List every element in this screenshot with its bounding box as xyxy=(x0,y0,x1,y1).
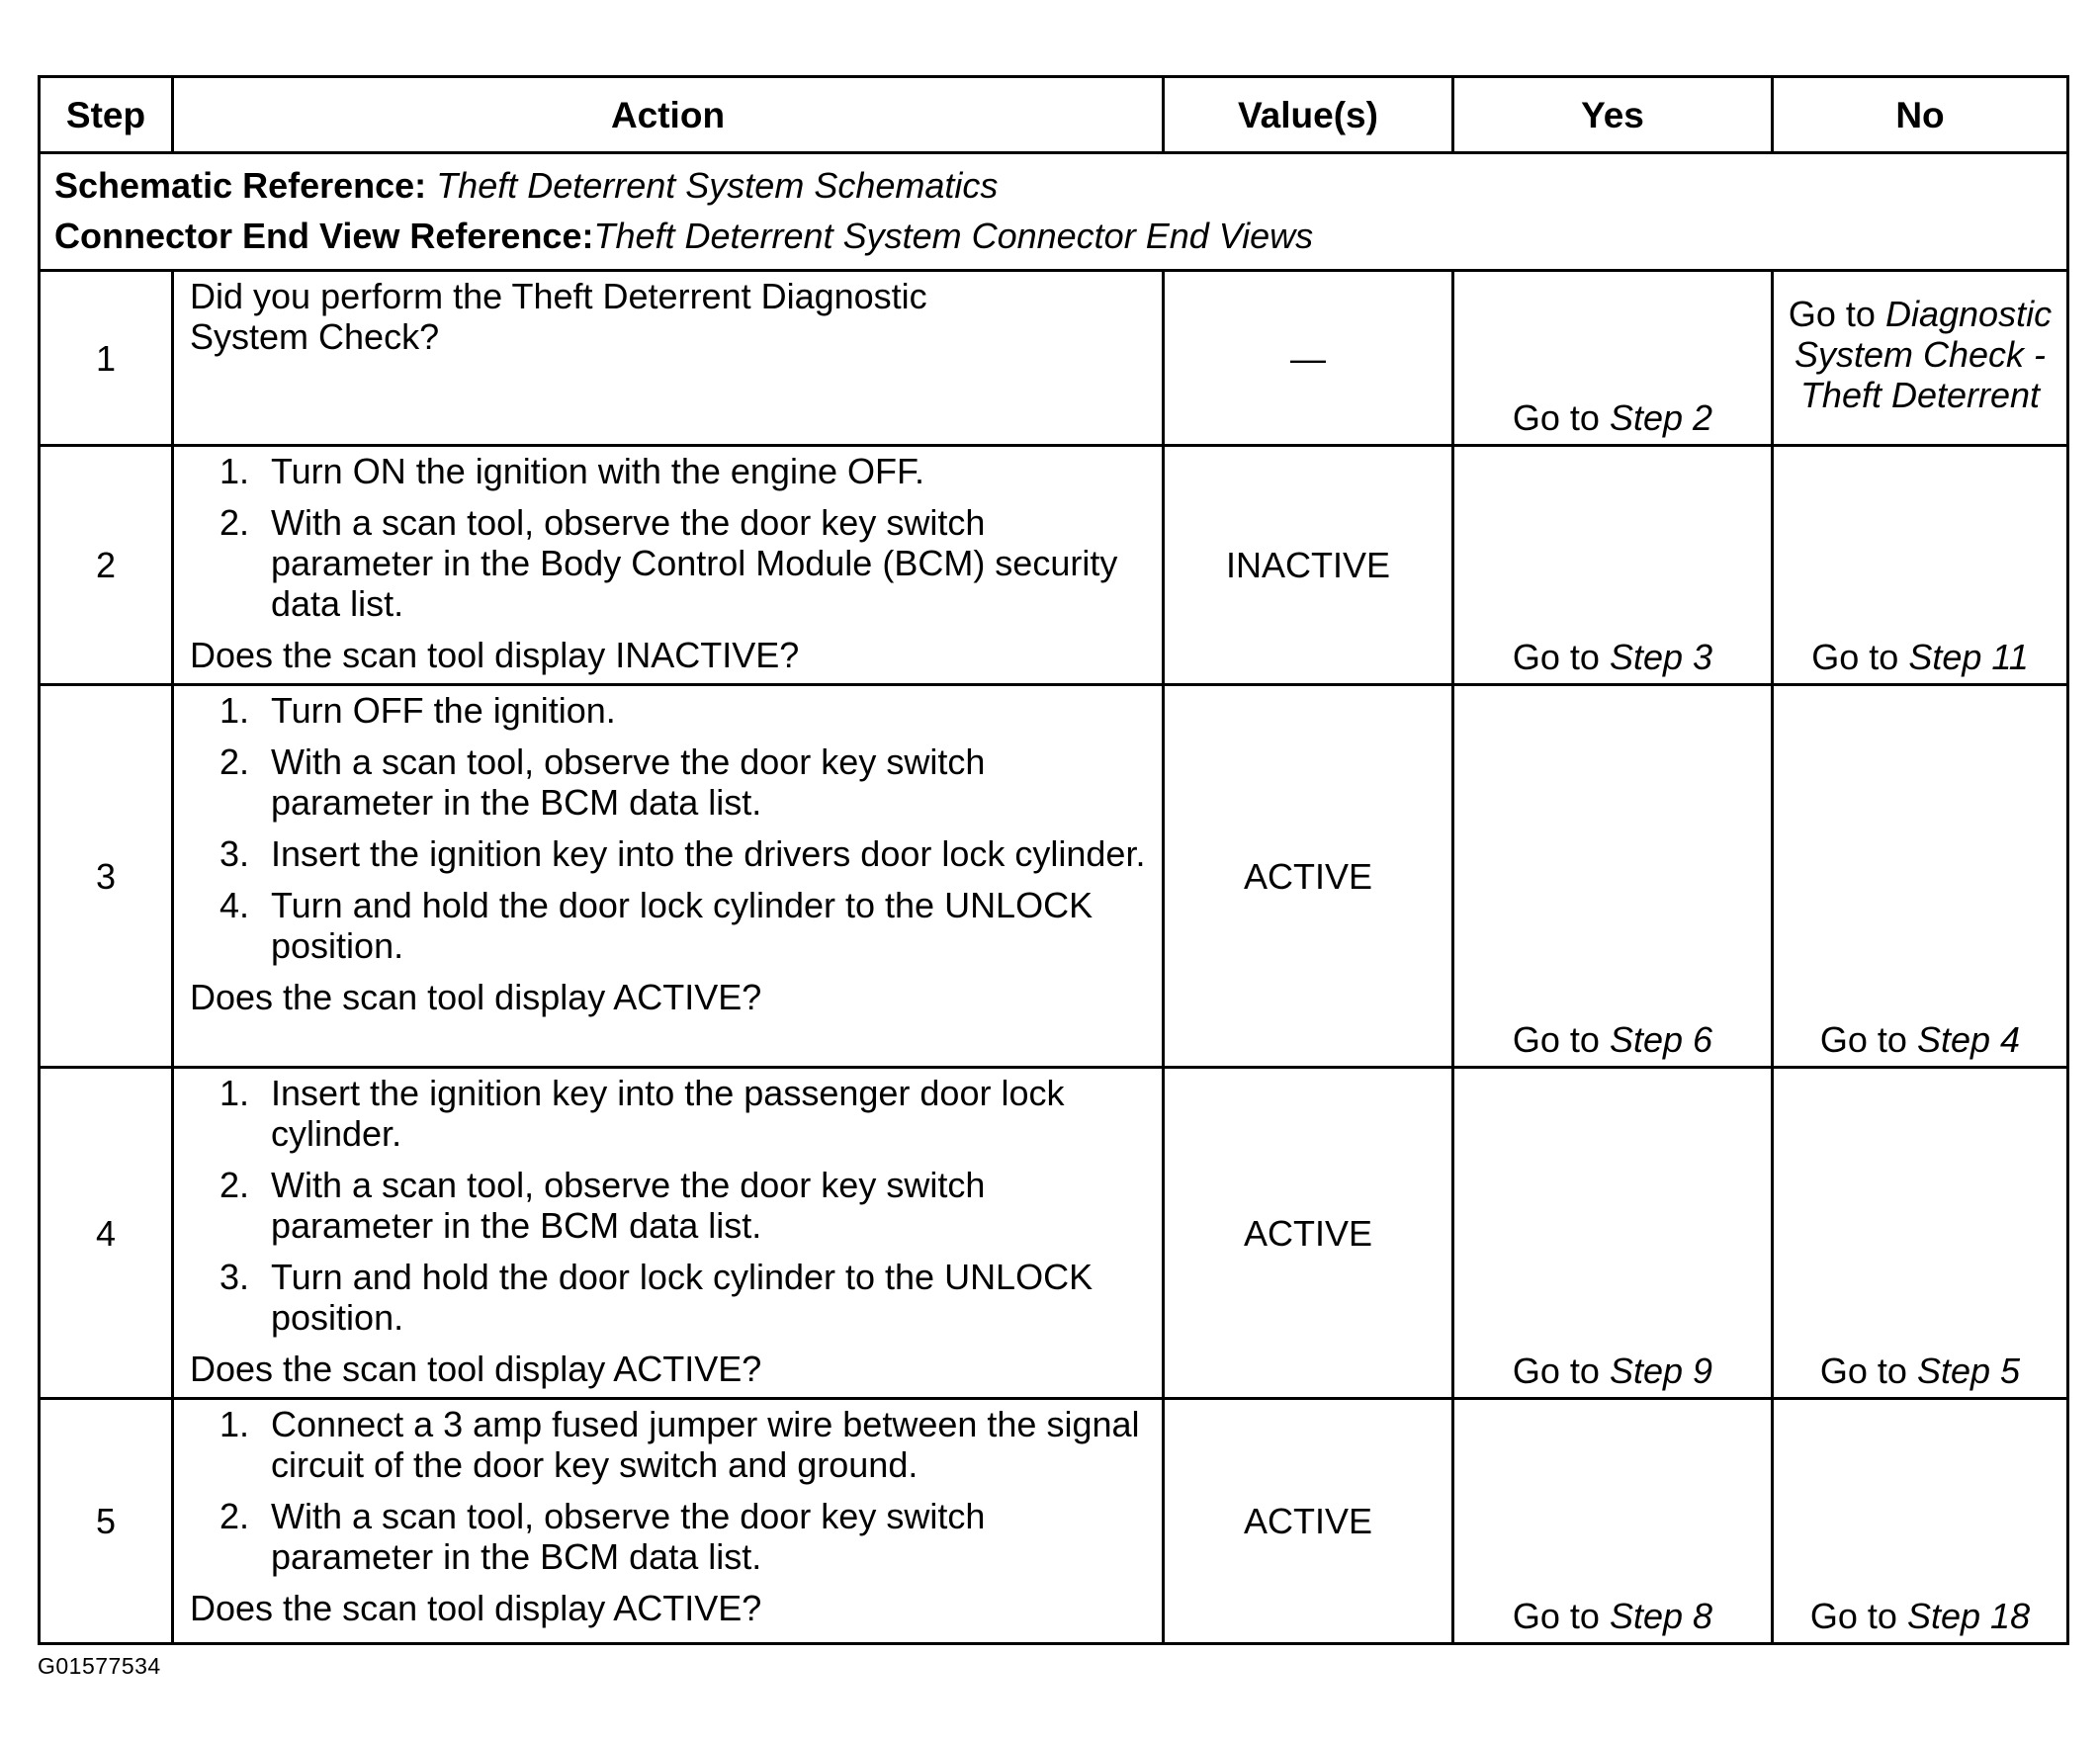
table-row xyxy=(40,1399,2068,1644)
table-row xyxy=(40,271,2068,446)
action-cell xyxy=(173,1399,1164,1644)
no-goto-target[interactable]: Step 5 xyxy=(1916,1351,2021,1391)
action-cell xyxy=(173,446,1164,685)
yes-goto-target[interactable]: Step 9 xyxy=(1609,1351,1713,1391)
action-step-text: Insert the ignition key into the passenger door lock cylinder. xyxy=(271,1073,1065,1154)
action-step-number: 2. xyxy=(219,741,250,782)
connector-reference-value: Theft Deterrent System Connector End Views xyxy=(593,216,1314,256)
action-step-item xyxy=(190,1073,1152,1154)
header-yes: Yes xyxy=(1453,77,1773,153)
no-goto-target[interactable]: Diagnostic System Check - Theft Deterrent xyxy=(1794,294,2053,415)
no-cell xyxy=(1773,685,2068,1068)
reference-cell xyxy=(40,153,2068,271)
action-step-item xyxy=(190,1404,1152,1485)
action-step-text: Turn and hold the door lock cylinder to the UNLOCK position. xyxy=(271,1257,1094,1338)
yes-goto-target[interactable]: Step 3 xyxy=(1609,637,1713,677)
yes-goto-prefix: Go to xyxy=(1512,1019,1600,1060)
no-cell xyxy=(1773,1399,2068,1644)
action-step-item xyxy=(190,833,1152,874)
action-step-text: With a scan tool, observe the door key switch parameter in the Body Control Module (BCM) security data list. xyxy=(271,502,1118,624)
step-number: 4 xyxy=(40,1068,173,1399)
action-step-number: 2. xyxy=(219,502,250,543)
value-cell: INACTIVE xyxy=(1164,446,1453,685)
action-step-text: With a scan tool, observe the door key switch parameter in the BCM data list. xyxy=(271,1496,986,1577)
value-cell: ACTIVE xyxy=(1164,1399,1453,1644)
yes-goto-prefix: Go to xyxy=(1512,397,1600,438)
yes-cell xyxy=(1453,1068,1773,1399)
yes-goto-target[interactable]: Step 2 xyxy=(1609,397,1713,438)
no-goto-prefix: Go to xyxy=(1819,1351,1907,1391)
no-goto-target[interactable]: Step 4 xyxy=(1916,1019,2021,1060)
action-step-item xyxy=(190,1257,1152,1338)
no-goto-prefix: Go to xyxy=(1811,637,1899,677)
header-action: Action xyxy=(173,77,1164,153)
connector-reference-label: Connector End View Reference: xyxy=(54,216,594,256)
action-step-item xyxy=(190,502,1152,624)
yes-cell xyxy=(1453,1399,1773,1644)
step-number: 1 xyxy=(40,271,173,446)
action-question: Does the scan tool display ACTIVE? xyxy=(190,1349,762,1389)
action-step-text: Turn ON the ignition with the engine OFF. xyxy=(271,451,924,491)
action-step-text: Insert the ignition key into the drivers door lock cylinder. xyxy=(271,833,1146,874)
yes-goto-prefix: Go to xyxy=(1512,1351,1600,1391)
action-intro: Did you perform the Theft Deterrent Diagnostic System Check? xyxy=(190,276,927,357)
action-step-number: 1. xyxy=(219,1073,250,1113)
no-cell xyxy=(1773,446,2068,685)
yes-goto-prefix: Go to xyxy=(1512,1596,1600,1636)
yes-cell xyxy=(1453,446,1773,685)
table-row xyxy=(40,446,2068,685)
action-step-number: 1. xyxy=(219,690,250,731)
value-cell: — xyxy=(1164,271,1453,446)
header-no: No xyxy=(1773,77,2068,153)
action-step-number: 1. xyxy=(219,451,250,491)
table-row xyxy=(40,1068,2068,1399)
action-steps-list xyxy=(190,690,1152,966)
yes-goto-target[interactable]: Step 6 xyxy=(1609,1019,1713,1060)
action-steps-list xyxy=(190,451,1152,624)
action-step-text: Turn and hold the door lock cylinder to the UNLOCK position. xyxy=(271,885,1094,966)
yes-cell xyxy=(1453,271,1773,446)
yes-goto-target[interactable]: Step 8 xyxy=(1609,1596,1713,1636)
value-cell: ACTIVE xyxy=(1164,1068,1453,1399)
action-step-item xyxy=(190,885,1152,966)
step-number: 3 xyxy=(40,685,173,1068)
action-step-number: 3. xyxy=(219,1257,250,1297)
schematic-reference-value: Theft Deterrent System Schematics xyxy=(436,165,999,206)
action-cell xyxy=(173,271,1164,446)
action-cell xyxy=(173,685,1164,1068)
action-step-text: With a scan tool, observe the door key switch parameter in the BCM data list. xyxy=(271,741,986,823)
connector-reference xyxy=(54,211,2053,261)
schematic-reference-label: Schematic Reference: xyxy=(54,165,427,206)
action-step-number: 1. xyxy=(219,1404,250,1444)
action-step-number: 4. xyxy=(219,885,250,925)
action-step-text: Turn OFF the ignition. xyxy=(271,690,616,731)
no-goto-prefix: Go to xyxy=(1819,1019,1907,1060)
no-goto-target[interactable]: Step 18 xyxy=(1906,1596,2031,1636)
step-number: 5 xyxy=(40,1399,173,1644)
action-cell xyxy=(173,1068,1164,1399)
schematic-reference xyxy=(54,160,2053,211)
yes-cell xyxy=(1453,685,1773,1068)
no-goto-target[interactable]: Step 11 xyxy=(1908,637,2029,677)
action-step-item xyxy=(190,1165,1152,1246)
table-header-row xyxy=(40,77,2068,153)
no-cell xyxy=(1773,1068,2068,1399)
action-step-item xyxy=(190,690,1152,731)
table-row xyxy=(40,685,2068,1068)
action-step-number: 3. xyxy=(219,833,250,874)
header-values: Value(s) xyxy=(1164,77,1453,153)
figure-id: G01577534 xyxy=(38,1653,161,1679)
action-steps-list xyxy=(190,1404,1152,1577)
action-step-number: 2. xyxy=(219,1165,250,1205)
no-goto-prefix: Go to xyxy=(1809,1596,1897,1636)
step-number: 2 xyxy=(40,446,173,685)
action-step-number: 2. xyxy=(219,1496,250,1536)
action-question: Does the scan tool display ACTIVE? xyxy=(190,977,762,1017)
yes-goto-prefix: Go to xyxy=(1512,637,1600,677)
no-goto-prefix: Go to xyxy=(1788,294,1876,334)
action-step-item xyxy=(190,741,1152,823)
action-steps-list xyxy=(190,1073,1152,1338)
value-cell: ACTIVE xyxy=(1164,685,1453,1068)
action-step-text: With a scan tool, observe the door key switch parameter in the BCM data list. xyxy=(271,1165,986,1246)
diagnostic-table xyxy=(38,75,2069,1645)
action-step-item xyxy=(190,1496,1152,1577)
action-step-text: Connect a 3 amp fused jumper wire between the signal circuit of the door key switch and ground. xyxy=(271,1404,1140,1485)
action-question: Does the scan tool display INACTIVE? xyxy=(190,635,800,675)
header-step: Step xyxy=(40,77,173,153)
action-question: Does the scan tool display ACTIVE? xyxy=(190,1588,762,1628)
action-step-item xyxy=(190,451,1152,491)
reference-row xyxy=(40,153,2068,271)
no-cell xyxy=(1773,271,2068,446)
